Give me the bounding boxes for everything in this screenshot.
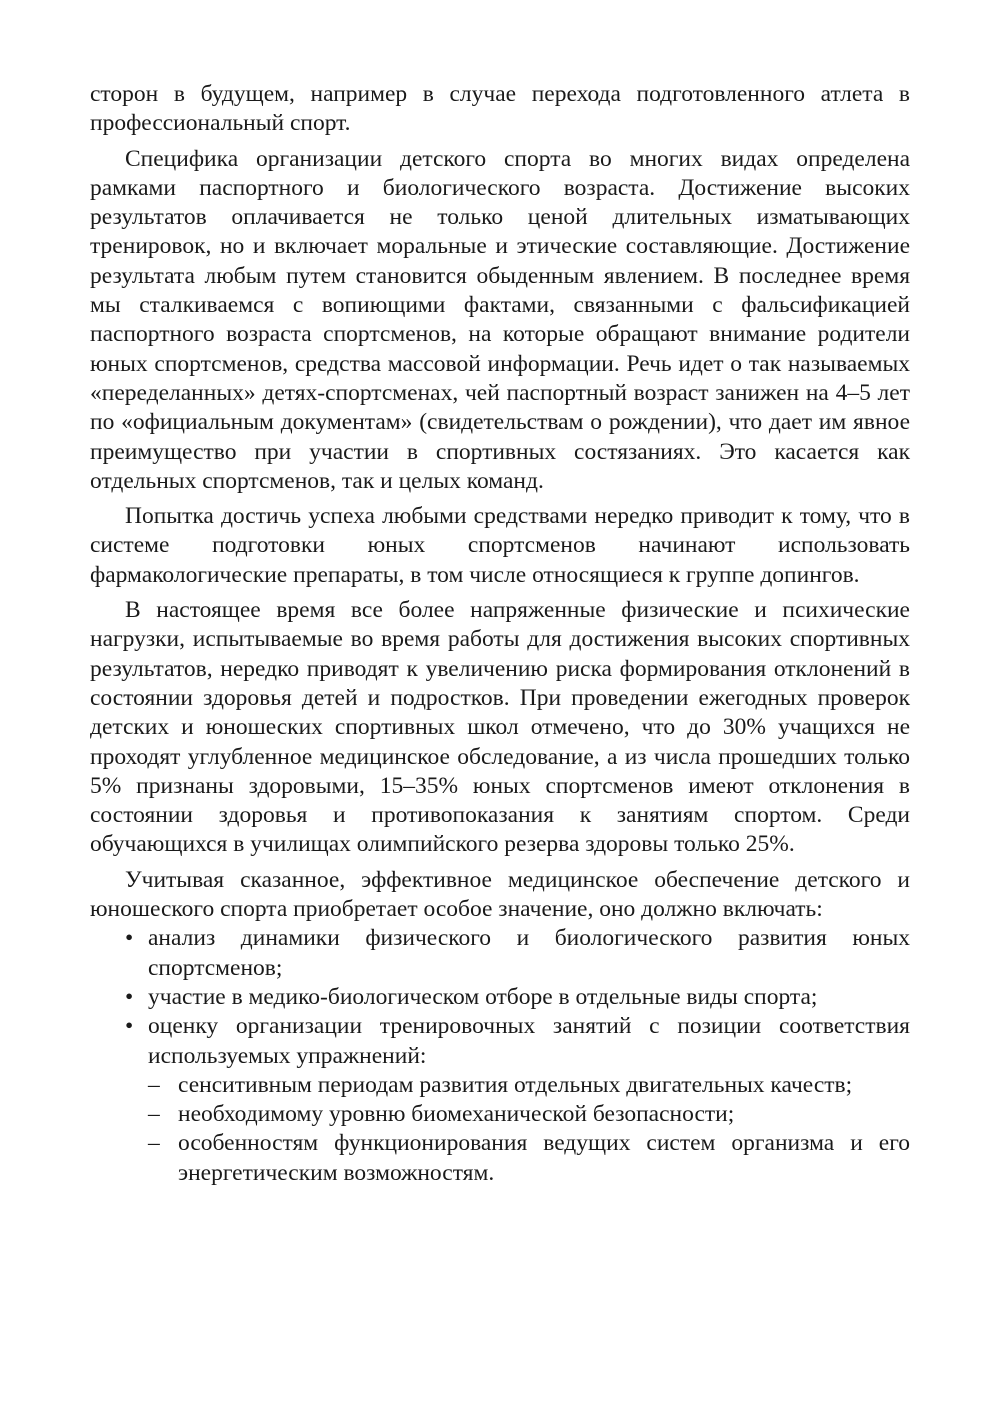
paragraph-doping: Попытка достичь успеха любыми средствами нередко приводит к тому, что в системе подготовки юных спортсменов начинают использовать фармакологические препараты, в том числе относящиеся к группе допингов. xyxy=(90,503,910,588)
list-item-text: оценку организации тренировочных занятий с позиции соответствия используемых упражнений: xyxy=(148,1013,910,1069)
list-item xyxy=(90,983,910,1012)
paragraph-age-falsification: Специфика организации детского спорта во многих видах определена рамками паспортного и биологического возраста. Достижение высоких результатов оплачивается не только ценой длительных изматывающих тренировок, но и включает моральные и этические составляющие. Достижение результата любым путем становится обыденным явлением. В последнее время мы сталкиваемся с вопиющими фактами, связанными с фальсификацией паспортного возраста спортсменов, на которые обращают внимание родители юных спортсменов, средства массовой информации. Речь идет о так называемых «переделанных» детях-спортсменах, чей паспортный возраст занижен на 4–5 лет по «официальным документам» (свидетельствам о рождении), что дает им явное преимущество при участии в спортивных состязаниях. Это касается как отдельных спортсменов, так и целых команд. xyxy=(90,145,910,494)
dash-sublist xyxy=(90,1071,910,1188)
dash-marker: – xyxy=(148,1130,160,1157)
bullet-marker: • xyxy=(125,925,134,952)
paragraph-continuation: сторон в будущем, например в случае перехода подготовленного атлета в профессиональный спорт. xyxy=(90,81,910,137)
list-item xyxy=(90,924,910,983)
bullet-marker: • xyxy=(125,1013,134,1040)
paragraph-health-risks: В настоящее время все более напряженные физические и психические нагрузки, испытываемые во время работы для достижения высоких спортивных результатов, нередко приводят к увеличению риска формирования отклонений в состоянии здоровья детей и подростков. При проведении ежегодных проверок детских и юношеских спортивных школ отмечено, что до 30% учащихся не проходят углубленное медицинское обследование, а из числа прошедших только 5% признаны здоровыми, 15–35% юных спортсменов имеют отклонения в состоянии здоровья и противопоказания к занятиям спортом. Среди обучающихся в училищах олимпийского резерва здоровы только 25%. xyxy=(90,597,910,858)
sublist-item-text: необходимому уровню биомеханической безопасности; xyxy=(178,1101,735,1128)
sublist-item-text: особенностям функционирования ведущих систем организма и его энергетическим возможностям. xyxy=(178,1130,910,1186)
dash-marker: – xyxy=(148,1071,160,1098)
list-item-text: участие в медико-биологическом отборе в отдельные виды спорта; xyxy=(148,983,818,1010)
dash-marker: – xyxy=(148,1101,160,1128)
sublist-item xyxy=(90,1100,910,1129)
sublist-item-text: сенситивным периодам развития отдельных двигательных качеств; xyxy=(178,1071,853,1098)
sublist-item xyxy=(90,1129,910,1188)
list-item-text: анализ динамики физического и биологического развития юных спортсменов; xyxy=(148,925,910,981)
bullet-marker: • xyxy=(125,983,134,1010)
paragraph-medical-support: Учитывая сказанное, эффективное медицинское обеспечение детского и юношеского спорта приобретает особое значение, оно должно включать: xyxy=(90,866,910,923)
bullet-list xyxy=(90,924,910,1070)
list-item xyxy=(90,1012,910,1071)
sublist-item xyxy=(90,1071,910,1100)
